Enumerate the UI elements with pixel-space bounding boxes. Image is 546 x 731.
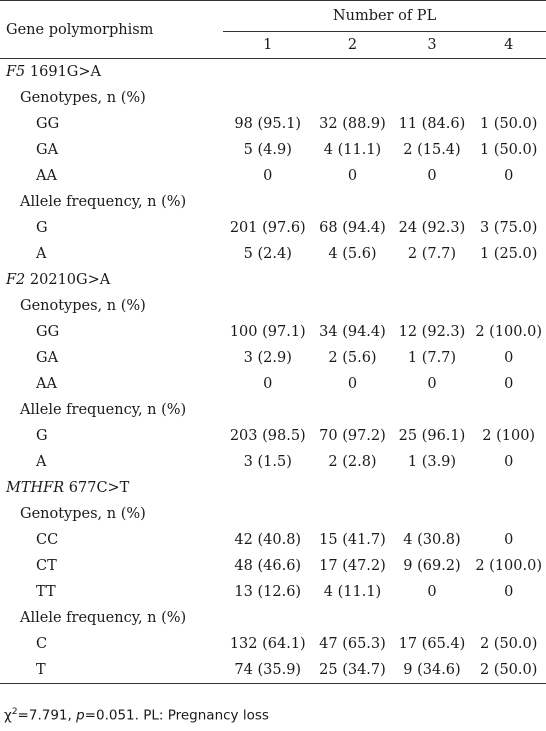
cell-pl-2: 0 — [347, 376, 358, 392]
cell-pl-4 — [471, 59, 546, 86]
cell-pl-1: 132 (64.1) — [229, 636, 306, 652]
cell-pl-2: 15 (41.7) — [319, 532, 386, 548]
allele-label-row-label: Allele frequency, n (%) — [20, 194, 187, 210]
allele-row — [0, 215, 546, 241]
allele-label-row-label: Allele frequency, n (%) — [20, 402, 187, 418]
cell-pl-2: 17 (47.2) — [319, 558, 386, 574]
allele-row — [0, 449, 546, 475]
cell-pl-3: 1 (3.9) — [407, 454, 457, 470]
allele-label-row — [0, 189, 546, 215]
cell-pl-3: 9 (34.6) — [393, 657, 472, 684]
cell-pl-4: 2 (100.0) — [475, 558, 543, 574]
cell-pl-4 — [471, 605, 546, 631]
cell-pl-1: 100 (97.1) — [229, 324, 306, 340]
cell-pl-1: 3 (1.5) — [243, 454, 292, 470]
gene-name: F5 — [6, 64, 26, 80]
gene-section-row — [0, 267, 546, 293]
cell-pl-2: 25 (34.7) — [312, 657, 392, 684]
cell-pl-3 — [393, 59, 472, 86]
cell-pl-3 — [393, 293, 472, 319]
variant-name: 20210G>A — [25, 272, 111, 288]
cell-pl-1: 203 (98.5) — [229, 428, 306, 444]
cell-pl-2: 68 (94.4) — [319, 220, 386, 236]
cell-pl-4 — [471, 85, 546, 111]
cell-pl-2: 4 (11.1) — [323, 584, 382, 600]
cell-pl-3: 0 — [427, 584, 437, 600]
cell-pl-2: 32 (88.9) — [319, 116, 386, 132]
cell-pl-4: 0 — [504, 454, 514, 470]
cell-pl-1: 5 (2.4) — [243, 246, 292, 262]
header-gene-polymorphism: Gene polymorphism — [0, 1, 223, 59]
cell-pl-4 — [471, 397, 546, 423]
cell-pl-4 — [471, 501, 546, 527]
gene-section-row — [0, 59, 546, 86]
cell-pl-3 — [393, 475, 472, 501]
cell-pl-2: 47 (65.3) — [319, 636, 386, 652]
gene-section-row-label — [0, 59, 223, 86]
cell-pl-3 — [393, 267, 472, 293]
genotype-row-label: CT — [36, 558, 57, 574]
cell-pl-3: 12 (92.3) — [398, 324, 466, 340]
allele-row-label: A — [36, 454, 47, 470]
cell-pl-4: 2 (50.0) — [471, 657, 546, 684]
cell-pl-2 — [312, 267, 392, 293]
header-col-4: 4 — [471, 32, 546, 59]
genotypes-label-row — [0, 501, 546, 527]
allele-row-label: C — [36, 636, 48, 652]
allele-row-label: A — [36, 246, 47, 262]
cell-pl-1: 74 (35.9) — [223, 657, 312, 684]
cell-pl-2 — [312, 605, 392, 631]
cell-pl-2 — [312, 85, 392, 111]
allele-row-label: G — [36, 428, 48, 444]
cell-pl-4 — [471, 267, 546, 293]
genotype-row — [0, 553, 546, 579]
genotype-row-label: TT — [36, 584, 56, 600]
cell-pl-3: 1 (7.7) — [407, 350, 457, 366]
genotype-row — [0, 137, 546, 163]
header-col-1: 1 — [223, 32, 312, 59]
cell-pl-4: 1 (50.0) — [479, 116, 538, 132]
cell-pl-3: 2 (7.7) — [407, 246, 457, 262]
genotype-row — [0, 163, 546, 189]
genotypes-label-row-label: Genotypes, n (%) — [20, 298, 146, 314]
cell-pl-1: 3 (2.9) — [243, 350, 292, 366]
cell-pl-2: 4 (11.1) — [323, 142, 382, 158]
cell-pl-1 — [223, 189, 312, 215]
cell-pl-1: 201 (97.6) — [229, 220, 306, 236]
cell-pl-1: 5 (4.9) — [243, 142, 292, 158]
cell-pl-4: 1 (25.0) — [479, 246, 538, 262]
genotypes-label-row-label: Genotypes, n (%) — [20, 90, 146, 106]
gene-section-row-label — [0, 267, 223, 293]
cell-pl-4: 0 — [504, 532, 514, 548]
cell-pl-2 — [312, 59, 392, 86]
variant-name: 677C>T — [64, 480, 130, 496]
cell-pl-1: 48 (46.6) — [234, 558, 302, 574]
table-body — [0, 59, 546, 684]
genotype-row — [0, 319, 546, 345]
cell-pl-3: 0 — [427, 376, 437, 392]
genotype-row — [0, 111, 546, 137]
allele-row — [0, 241, 546, 267]
cell-pl-1 — [223, 85, 312, 111]
genotype-row-label: GG — [36, 324, 60, 340]
gene-section-row-label — [0, 475, 223, 501]
cell-pl-2: 2 (2.8) — [328, 454, 377, 470]
cell-pl-1: 13 (12.6) — [234, 584, 302, 600]
cell-pl-2: 34 (94.4) — [319, 324, 386, 340]
cell-pl-1 — [223, 267, 312, 293]
genotype-row-label: GA — [36, 142, 59, 158]
cell-pl-3: 24 (92.3) — [398, 220, 466, 236]
cell-pl-3: 2 (15.4) — [403, 142, 461, 158]
allele-row — [0, 657, 546, 684]
genotypes-label-row — [0, 293, 546, 319]
allele-label-row — [0, 397, 546, 423]
genotype-row — [0, 579, 546, 605]
footnote-chi-sup: 2 — [11, 707, 18, 717]
allele-row-label: T — [0, 657, 223, 684]
cell-pl-4 — [471, 475, 546, 501]
cell-pl-4: 2 (100.0) — [475, 324, 543, 340]
cell-pl-2: 0 — [347, 168, 358, 184]
genotype-row-label: AA — [36, 168, 57, 184]
footnote-p-label: p — [76, 707, 85, 724]
cell-pl-4: 0 — [504, 376, 514, 392]
genotype-row — [0, 527, 546, 553]
genotype-row-label: GA — [36, 350, 59, 366]
allele-label-row — [0, 605, 546, 631]
cell-pl-2 — [312, 475, 392, 501]
cell-pl-1 — [223, 605, 312, 631]
cell-pl-1: 98 (95.1) — [234, 116, 302, 132]
cell-pl-2 — [312, 189, 392, 215]
cell-pl-2 — [312, 397, 392, 423]
cell-pl-3 — [393, 85, 472, 111]
header-col-2: 2 — [312, 32, 392, 59]
variant-name: 1691G>A — [25, 64, 102, 80]
cell-pl-3 — [393, 189, 472, 215]
genotype-row — [0, 345, 546, 371]
cell-pl-3: 9 (69.2) — [403, 558, 461, 574]
cell-pl-4 — [471, 189, 546, 215]
cell-pl-2 — [312, 501, 392, 527]
cell-pl-4: 0 — [504, 584, 514, 600]
genotype-row-label: AA — [36, 376, 57, 392]
allele-row — [0, 631, 546, 657]
cell-pl-1: 0 — [263, 168, 273, 184]
cell-pl-3: 11 (84.6) — [398, 116, 466, 132]
cell-pl-4: 1 (50.0) — [479, 142, 538, 158]
cell-pl-3: 25 (96.1) — [398, 428, 466, 444]
cell-pl-1 — [223, 59, 312, 86]
cell-pl-2: 70 (97.2) — [319, 428, 386, 444]
cell-pl-2: 2 (5.6) — [328, 350, 377, 366]
genotype-row — [0, 371, 546, 397]
cell-pl-1 — [223, 501, 312, 527]
allele-label-row-label: Allele frequency, n (%) — [20, 610, 187, 626]
allele-row-label: G — [36, 220, 48, 236]
cell-pl-4: 2 (50.0) — [479, 636, 538, 652]
cell-pl-4: 0 — [504, 350, 514, 366]
cell-pl-4: 2 (100) — [482, 428, 536, 444]
cell-pl-3 — [393, 501, 472, 527]
header-number-of-pl: Number of PL — [223, 1, 546, 32]
genotype-row-label: CC — [36, 532, 59, 548]
cell-pl-1 — [223, 475, 312, 501]
gene-name: MTHFR — [6, 480, 65, 496]
cell-pl-4 — [471, 293, 546, 319]
cell-pl-1: 42 (40.8) — [234, 532, 302, 548]
genotype-row-label: GG — [36, 116, 60, 132]
cell-pl-1: 0 — [263, 376, 273, 392]
cell-pl-4: 0 — [504, 168, 514, 184]
footnote-chi-label: χ — [4, 707, 12, 724]
genotypes-label-row-label: Genotypes, n (%) — [20, 506, 146, 522]
gene-section-row — [0, 475, 546, 501]
cell-pl-2: 4 (5.6) — [328, 246, 377, 262]
header-col-3: 3 — [393, 32, 472, 59]
footnote-p-value: =0.051. PL: Pregnancy loss — [84, 707, 269, 724]
allele-row — [0, 423, 546, 449]
cell-pl-3 — [393, 397, 472, 423]
cell-pl-1 — [223, 293, 312, 319]
cell-pl-3: 17 (65.4) — [398, 636, 466, 652]
cell-pl-3 — [393, 605, 472, 631]
gene-name: F2 — [6, 272, 26, 288]
table-footnote — [4, 707, 269, 724]
cell-pl-2 — [312, 293, 392, 319]
cell-pl-3: 4 (30.8) — [403, 532, 461, 548]
footnote-chi-value: =7.791, — [17, 707, 77, 724]
genotypes-label-row — [0, 85, 546, 111]
cell-pl-3: 0 — [427, 168, 437, 184]
table-header — [0, 1, 546, 59]
cell-pl-4: 3 (75.0) — [479, 220, 538, 236]
cell-pl-1 — [223, 397, 312, 423]
